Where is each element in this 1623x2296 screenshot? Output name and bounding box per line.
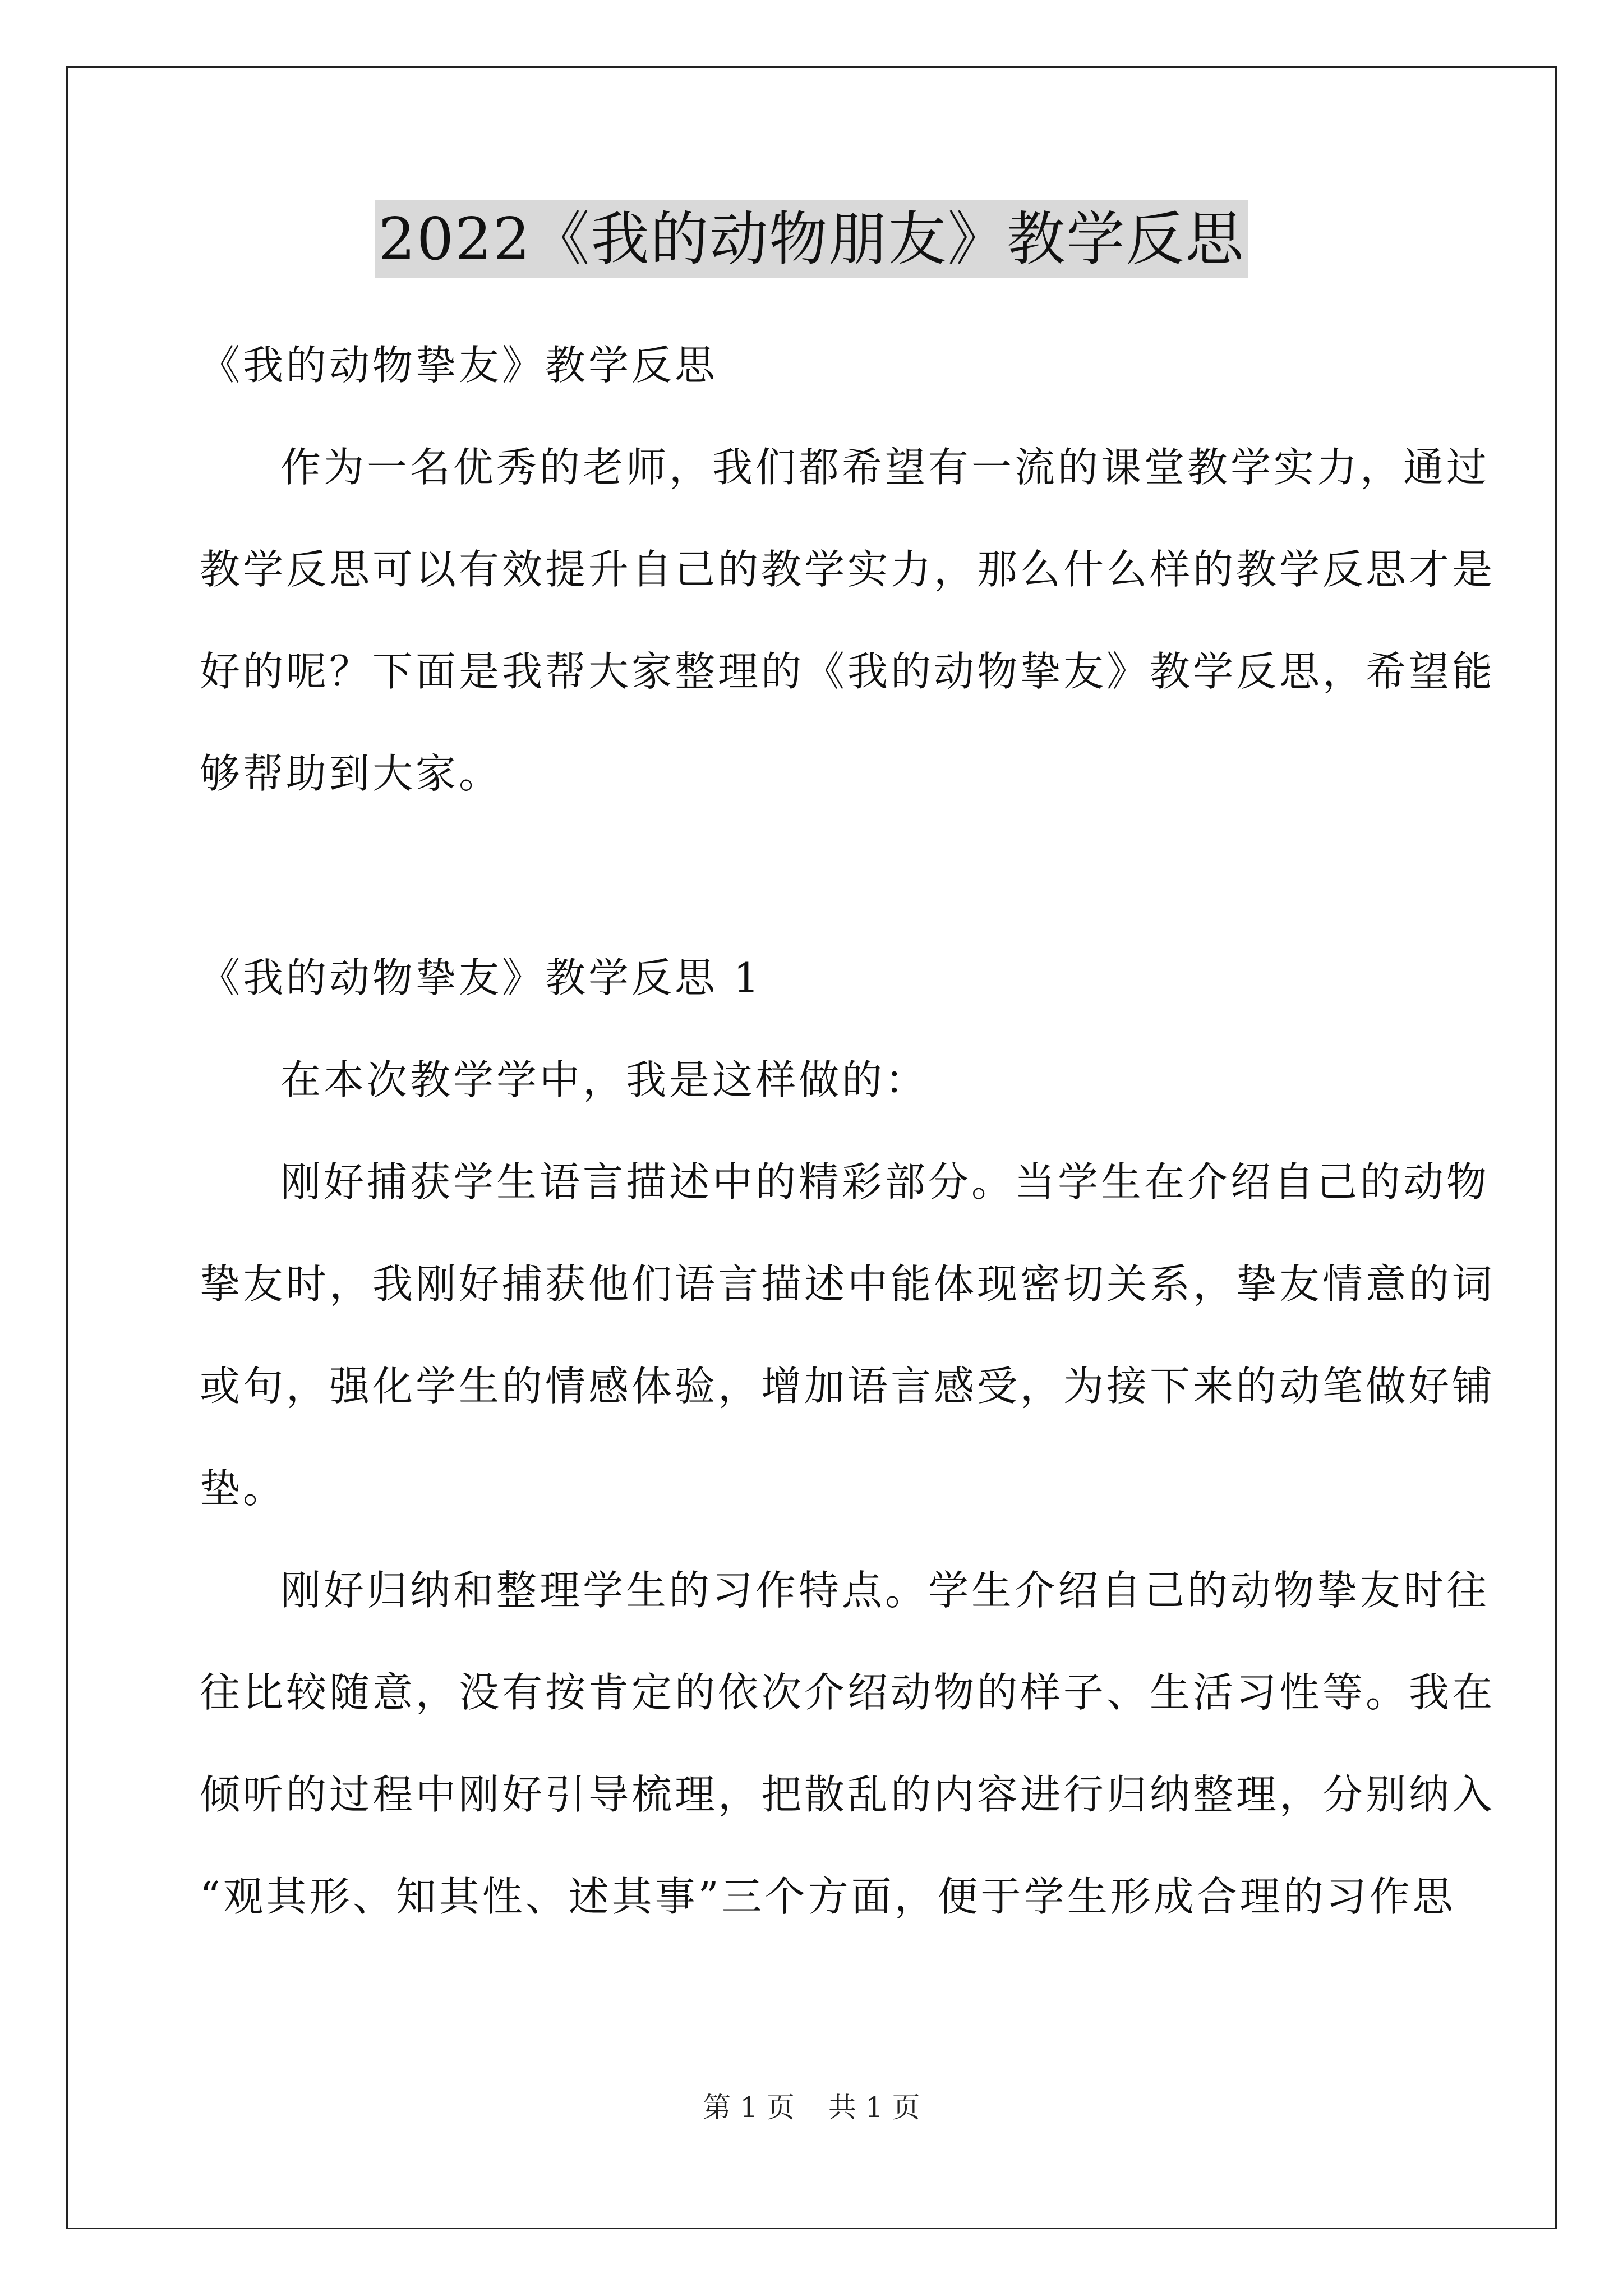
intro-heading: 《我的动物挚友》教学反思 — [200, 342, 718, 389]
paragraph-line: 或句，强化学生的情感体验，增加语言感受，为接下来的动笔做好铺 — [200, 1363, 1496, 1410]
page-total: 共 1 页 — [828, 2091, 920, 2124]
paragraph-line: 刚好归纳和整理学生的习作特点。学生介绍自己的动物挚友时往 — [280, 1567, 1490, 1614]
blank-line — [200, 825, 1430, 927]
paragraph-line: 作为一名优秀的老师，我们都希望有一流的课堂教学实力，通过 — [280, 444, 1490, 491]
page-number: 第 1 页 — [703, 2091, 795, 2124]
section-heading: 《我的动物挚友》教学反思 1 — [200, 954, 762, 1001]
document-title: 2022《我的动物朋友》教学反思 — [375, 200, 1248, 278]
paragraph-line: 倾听的过程中刚好引导梳理，把散乱的内容进行归纳整理，分别纳入 — [200, 1771, 1496, 1818]
paragraph-line: 够帮助到大家。 — [200, 750, 502, 797]
paragraph-line: 教学反思可以有效提升自己的教学实力，那么什么样的教学反思才是 — [200, 546, 1496, 593]
paragraph-line: 在本次教学学中，我是这样做的： — [280, 1056, 929, 1103]
paragraph-line: 好的呢？下面是我帮大家整理的《我的动物挚友》教学反思，希望能 — [200, 648, 1496, 695]
title-container — [0, 200, 1623, 278]
paragraph-line: “观其形、知其性、述其事”三个方面，便于学生形成合理的习作思 — [200, 1873, 1456, 1920]
page-footer — [0, 2088, 1623, 2127]
paragraph-line: 垫。 — [200, 1465, 287, 1512]
paragraph-line: 往比较随意，没有按肯定的依次介绍动物的样子、生活习性等。我在 — [200, 1669, 1496, 1716]
paragraph-line: 挚友时，我刚好捕获他们语言描述中能体现密切关系，挚友情意的词 — [200, 1260, 1496, 1308]
document-body — [200, 314, 1496, 1948]
paragraph-line: 刚好捕获学生语言描述中的精彩部分。当学生在介绍自己的动物 — [280, 1158, 1490, 1205]
